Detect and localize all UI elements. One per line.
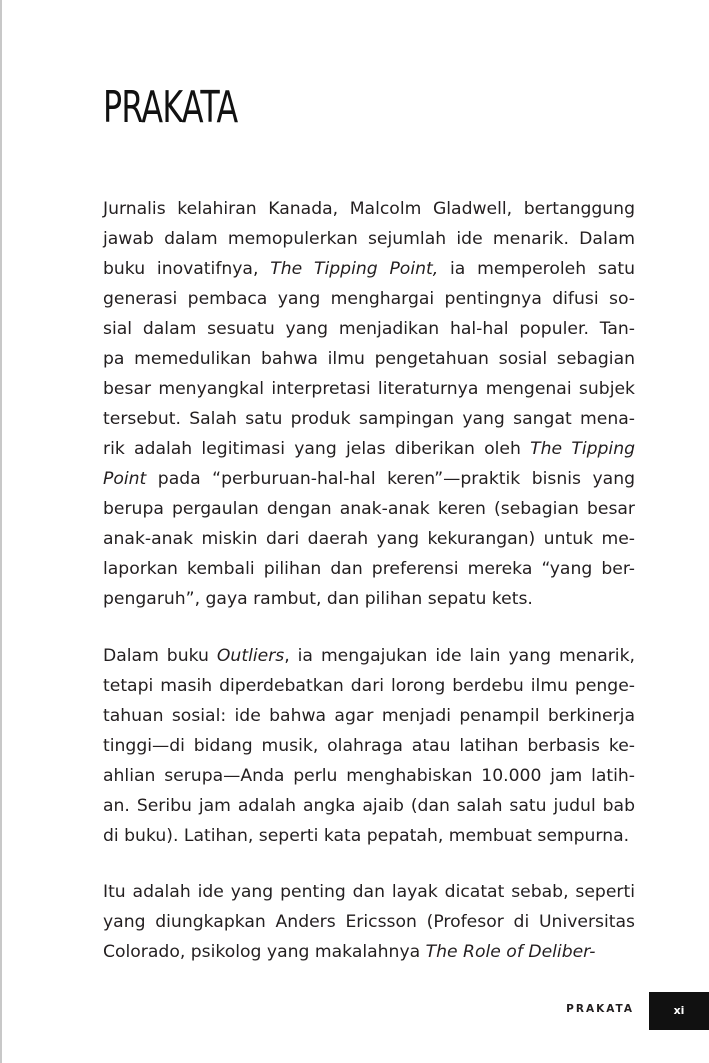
text-segment: rik adalah legitimasi yang jelas diberikan oleh	[103, 439, 531, 459]
page-left-edge	[0, 0, 2, 1063]
paragraph-2	[103, 641, 635, 851]
text-line	[103, 791, 635, 821]
running-head: PRAKATA	[566, 1003, 634, 1015]
text-segment: pengaruh”, gaya rambut, dan pilihan sepatu kets.	[103, 589, 533, 609]
text-segment: yang diungkapkan Anders Ericsson (Profesor di Universitas	[103, 912, 635, 932]
text-line	[103, 641, 635, 671]
text-line	[103, 761, 635, 791]
text-line	[103, 374, 635, 404]
text-line	[103, 821, 635, 851]
text-line	[103, 584, 635, 614]
text-line	[103, 671, 635, 701]
text-line	[103, 224, 635, 254]
text-segment: berupa pergaulan dengan anak-anak keren (sebagian besar	[103, 499, 635, 519]
page-number-box	[649, 992, 709, 1030]
text-segment: pada “perburuan-hal-hal keren”—praktik bisnis yang	[146, 469, 635, 489]
text-segment: , ia mengajukan ide lain yang menarik,	[284, 646, 635, 666]
text-segment: tersebut. Salah satu produk sampingan yang sangat mena-	[103, 409, 635, 429]
page-number: xi	[673, 1004, 685, 1017]
text-segment: Dalam buku	[103, 646, 217, 666]
text-line	[103, 434, 635, 464]
text-line	[103, 877, 635, 907]
text-line	[103, 464, 635, 494]
text-segment: sial dalam sesuatu yang menjadikan hal-hal populer. Tan-	[103, 319, 635, 339]
text-line	[103, 701, 635, 731]
text-line	[103, 494, 635, 524]
text-segment: generasi pembaca yang menghargai pentingnya difusi so-	[103, 289, 635, 309]
text-line	[103, 554, 635, 584]
text-segment: Itu adalah ide yang penting dan layak dicatat sebab, seperti	[103, 882, 635, 902]
text-segment: anak-anak miskin dari daerah yang kekurangan) untuk me-	[103, 529, 635, 549]
text-segment: tetapi masih diperdebatkan dari lorong berdebu ilmu penge-	[103, 676, 635, 696]
text-segment: ahlian serupa—Anda perlu menghabiskan 10.000 jam latih-	[103, 766, 635, 786]
text-segment: Colorado, psikolog yang makalahnya	[103, 942, 426, 962]
text-segment: buku inovatifnya,	[103, 259, 271, 279]
text-line	[103, 314, 635, 344]
text-segment: ia memperoleh satu	[438, 259, 635, 279]
text-line	[103, 907, 635, 937]
text-segment: tahuan sosial: ide bahwa agar menjadi penampil berkinerja	[103, 706, 635, 726]
text-segment: laporkan kembali pilihan dan preferensi mereka “yang ber-	[103, 559, 635, 579]
text-line	[103, 194, 635, 224]
text-line	[103, 404, 635, 434]
paragraph-3	[103, 877, 635, 967]
italic-title: The Tipping	[530, 439, 635, 459]
paragraph-1	[103, 194, 635, 614]
text-line	[103, 937, 635, 967]
text-line	[103, 254, 635, 284]
text-segment: besar menyangkal interpretasi literaturnya mengenai subjek	[103, 379, 635, 399]
text-line	[103, 731, 635, 761]
text-segment: tinggi—di bidang musik, olahraga atau latihan berbasis ke-	[103, 736, 635, 756]
italic-title: Point	[103, 469, 147, 489]
text-line	[103, 284, 635, 314]
text-line	[103, 344, 635, 374]
text-line	[103, 524, 635, 554]
text-segment: Jurnalis kelahiran Kanada, Malcolm Gladwell, bertanggung	[103, 199, 635, 219]
text-segment: an. Seribu jam adalah angka ajaib (dan salah satu judul bab	[103, 796, 635, 816]
italic-title: Outliers	[216, 646, 285, 666]
italic-title: The Tipping Point,	[270, 259, 439, 279]
chapter-title: PRAKATA	[103, 82, 238, 133]
italic-title: The Role of Deliber-	[425, 942, 596, 962]
text-segment: jawab dalam memopulerkan sejumlah ide menarik. Dalam	[103, 229, 635, 249]
text-segment: di buku). Latihan, seperti kata pepatah, membuat sempurna.	[103, 826, 630, 846]
text-segment: pa memedulikan bahwa ilmu pengetahuan sosial sebagian	[103, 349, 635, 369]
